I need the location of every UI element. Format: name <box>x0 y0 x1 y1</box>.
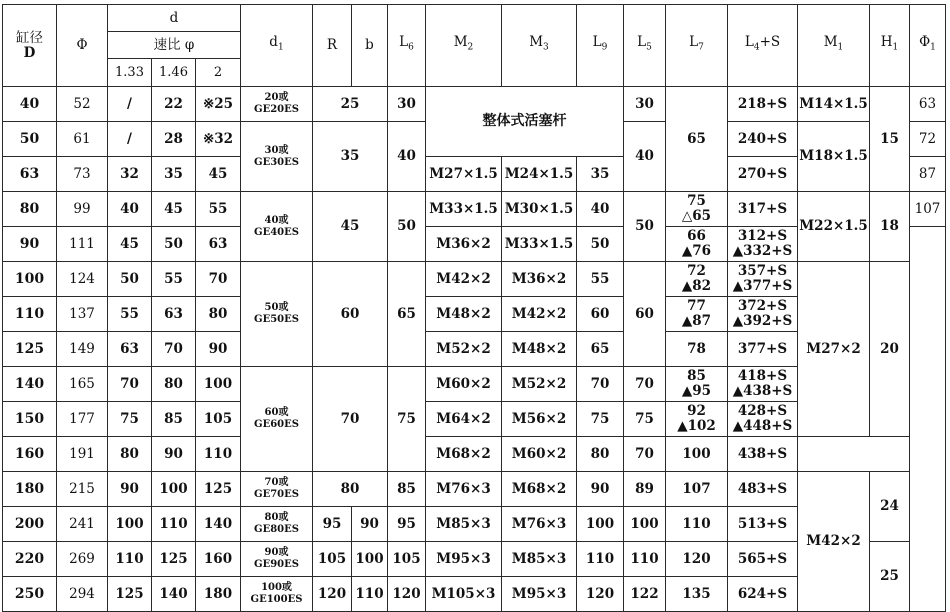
bore-cell: 80 <box>3 192 57 227</box>
m1-cell: M42×2 <box>798 472 870 612</box>
d133-cell: 80 <box>108 437 152 472</box>
header-m3-main: M <box>529 34 544 51</box>
d2-cell: 105 <box>196 402 241 437</box>
d1-line: 80或 <box>264 512 289 523</box>
l7-cell: 110 <box>666 507 728 542</box>
m3-cell: M36×2 <box>502 262 577 297</box>
d2-cell: 45 <box>196 157 241 192</box>
l7-line: 66 <box>687 228 706 244</box>
header-l7 <box>666 5 728 87</box>
l6-cell: 40 <box>388 122 426 192</box>
l7-cell: 120 <box>666 542 728 577</box>
l6-cell: 65 <box>388 262 426 367</box>
l4s-cell: 377+S <box>728 332 798 367</box>
d146-cell: 90 <box>152 437 196 472</box>
l5-cell: 30 <box>624 87 666 122</box>
m1-cell: M27×2 <box>798 262 870 437</box>
header-m3-sub: 3 <box>543 42 549 53</box>
l9-cell: 120 <box>577 577 624 612</box>
l4s-line: 428+S <box>737 403 788 419</box>
l5-cell: 50 <box>624 192 666 262</box>
header-d: d <box>108 5 241 32</box>
phi1-cell: 87 <box>910 157 946 192</box>
m2-cell: M64×2 <box>426 402 502 437</box>
l4s-cell: 240+S <box>728 122 798 157</box>
m3-cell: M24×1.5 <box>502 157 577 192</box>
header-l9-main: L <box>592 34 602 51</box>
l4s-line: ▲377+S <box>732 278 793 294</box>
r-cell: 70 <box>313 367 388 472</box>
d133-cell: 110 <box>108 542 152 577</box>
header-speed-ratio: 速比 φ <box>108 32 241 59</box>
d146-cell: 50 <box>152 227 196 262</box>
l7-cell <box>666 262 728 297</box>
l9-cell: 40 <box>577 192 624 227</box>
l9-cell: 70 <box>577 367 624 402</box>
l7-cell: 65 <box>666 87 728 192</box>
l4s-line: 312+S <box>737 228 788 244</box>
d1-line: GE60ES <box>254 419 299 430</box>
m3-cell: M85×3 <box>502 542 577 577</box>
d1-cell <box>241 542 313 577</box>
m3-cell: M48×2 <box>502 332 577 367</box>
bore-cell: 200 <box>3 507 57 542</box>
header-l4s-suffix: +S <box>759 34 781 51</box>
m2-cell: M27×1.5 <box>426 157 502 192</box>
h1-cell: 18 <box>870 192 910 262</box>
m2-cell: M105×3 <box>426 577 502 612</box>
d1-line: 60或 <box>264 407 289 418</box>
l4s-cell: 317+S <box>728 192 798 227</box>
bore-cell: 160 <box>3 437 57 472</box>
phi-cell: 191 <box>57 437 108 472</box>
header-b: b <box>352 5 388 87</box>
d1-cell <box>241 367 313 472</box>
l4s-cell: 270+S <box>728 157 798 192</box>
d1-line: GE80ES <box>254 524 299 535</box>
m3-cell: M95×3 <box>502 577 577 612</box>
l9-cell: 50 <box>577 227 624 262</box>
r-cell: 80 <box>313 472 388 507</box>
header-d1-sub: 1 <box>277 42 284 53</box>
h1-cell: 24 <box>870 472 910 542</box>
m3-cell: M76×3 <box>502 507 577 542</box>
d1-line: 70或 <box>264 477 289 488</box>
l4s-cell <box>728 262 798 297</box>
d146-cell: 100 <box>152 472 196 507</box>
l5-cell: 40 <box>624 122 666 192</box>
header-ratio-146: 1.46 <box>152 59 196 87</box>
phi1-cell: 63 <box>910 87 946 122</box>
bore-cell: 40 <box>3 87 57 122</box>
l5-cell: 110 <box>624 542 666 577</box>
l7-line: 77 <box>687 298 706 314</box>
d1-cell <box>241 262 313 367</box>
header-m2-sub: 2 <box>467 42 474 53</box>
phi-cell: 177 <box>57 402 108 437</box>
l4s-line: ▲392+S <box>732 313 793 329</box>
m2-cell: M48×2 <box>426 297 502 332</box>
l7-line: ▲95 <box>681 383 712 399</box>
d1-line: 100或 <box>261 582 292 593</box>
l9-cell: 110 <box>577 542 624 577</box>
header-ratio-133: 1.33 <box>108 59 152 87</box>
l7-cell <box>666 227 728 262</box>
header-m3 <box>502 5 577 87</box>
m1-cell: M14×1.5 <box>798 87 870 122</box>
phi-cell: 215 <box>57 472 108 507</box>
d1-line: 30或 <box>264 144 289 156</box>
l9-cell: 35 <box>577 157 624 192</box>
d1-line: GE90ES <box>254 559 299 570</box>
m3-cell: M30×1.5 <box>502 192 577 227</box>
d2-cell: 70 <box>196 262 241 297</box>
phi-cell: 52 <box>57 87 108 122</box>
bore-cell: 100 <box>3 262 57 297</box>
l7-cell: 78 <box>666 332 728 367</box>
table-row <box>3 192 946 227</box>
phi-cell: 165 <box>57 367 108 402</box>
bore-cell: 125 <box>3 332 57 367</box>
table-row <box>3 437 946 472</box>
phi-cell: 111 <box>57 227 108 262</box>
l4s-line: ▲332+S <box>732 243 793 259</box>
d2-cell: 80 <box>196 297 241 332</box>
r-cell: 105 <box>313 542 352 577</box>
m2-cell: M95×3 <box>426 542 502 577</box>
phi-cell: 269 <box>57 542 108 577</box>
table-row <box>3 472 946 507</box>
l4s-cell: 438+S <box>728 437 798 472</box>
header-l7-sub: 7 <box>698 42 704 53</box>
l6-cell: 30 <box>388 87 426 122</box>
l7-cell: 100 <box>666 437 728 472</box>
h1-cell: 20 <box>870 262 910 437</box>
r-cell: 95 <box>313 507 352 542</box>
d146-cell: 28 <box>152 122 196 157</box>
phi-cell: 294 <box>57 577 108 612</box>
header-bore-label: 缸径 <box>16 29 43 46</box>
l7-cell: 135 <box>666 577 728 612</box>
d133-cell: 90 <box>108 472 152 507</box>
d1-line: GE40ES <box>254 226 299 238</box>
r-cell: 120 <box>313 577 352 612</box>
l9-cell: 90 <box>577 472 624 507</box>
l7-line: ▲102 <box>677 418 716 434</box>
d133-cell: / <box>108 87 152 122</box>
l4s-cell: 218+S <box>728 87 798 122</box>
header-m2 <box>426 5 502 87</box>
phi-cell: 137 <box>57 297 108 332</box>
d133-cell: 40 <box>108 192 152 227</box>
phi-cell: 149 <box>57 332 108 367</box>
d2-cell: ※25 <box>196 87 241 122</box>
m3-cell: M56×2 <box>502 402 577 437</box>
l4s-line: ▲448+S <box>732 418 793 434</box>
m2-cell: M52×2 <box>426 332 502 367</box>
l9-cell: 75 <box>577 402 624 437</box>
r-cell: 60 <box>313 262 388 367</box>
m3-cell: M68×2 <box>502 472 577 507</box>
m3-cell: M33×1.5 <box>502 227 577 262</box>
table-row <box>3 262 946 297</box>
phi-cell: 73 <box>57 157 108 192</box>
l6-cell: 85 <box>388 472 426 507</box>
header-d1-main: d <box>269 34 278 51</box>
d2-cell: 63 <box>196 227 241 262</box>
header-l6-sub: 6 <box>408 42 414 53</box>
l7-line: ▲82 <box>681 278 712 294</box>
b-cell: 100 <box>352 542 388 577</box>
m2-cell: M76×3 <box>426 472 502 507</box>
l4s-cell: 624+S <box>728 577 798 612</box>
d1-cell <box>241 87 313 122</box>
m2-cell: M68×2 <box>426 437 502 472</box>
d1-line: 50或 <box>264 302 289 313</box>
l5-cell: 70 <box>624 437 666 472</box>
d1-line: 40或 <box>264 214 289 226</box>
header-m1-sub: 1 <box>837 42 844 53</box>
bore-cell: 220 <box>3 542 57 577</box>
m3-cell: M42×2 <box>502 297 577 332</box>
l6-cell: 105 <box>388 542 426 577</box>
r-cell: 35 <box>313 122 388 192</box>
l9-cell: 65 <box>577 332 624 367</box>
m2-cell: M36×2 <box>426 227 502 262</box>
header-l5-sub: 5 <box>646 42 652 53</box>
l9-cell: 80 <box>577 437 624 472</box>
header-ratio-2: 2 <box>196 59 241 87</box>
b-cell: 110 <box>352 577 388 612</box>
d146-cell: 110 <box>152 507 196 542</box>
header-l5 <box>624 5 666 87</box>
d1-line: GE30ES <box>254 156 299 168</box>
l7-cell: 107 <box>666 472 728 507</box>
l9-cell: 60 <box>577 297 624 332</box>
d146-cell: 35 <box>152 157 196 192</box>
l9-cell: 100 <box>577 507 624 542</box>
d1-cell <box>241 577 313 612</box>
l4s-cell <box>728 402 798 437</box>
d2-cell: 100 <box>196 367 241 402</box>
l4s-cell: 565+S <box>728 542 798 577</box>
header-l4s-sub: 4 <box>753 42 760 53</box>
d146-cell: 63 <box>152 297 196 332</box>
header-bore <box>3 5 57 87</box>
d2-cell: 160 <box>196 542 241 577</box>
l7-cell <box>666 192 728 227</box>
header-m1-main: M <box>823 34 838 51</box>
m2-cell: M85×3 <box>426 507 502 542</box>
d1-line: GE70ES <box>254 489 299 500</box>
d133-cell: 32 <box>108 157 152 192</box>
l4s-cell: 483+S <box>728 472 798 507</box>
b-cell: 90 <box>352 507 388 542</box>
header-l5-main: L <box>637 34 647 51</box>
header-l9-sub: 9 <box>601 42 608 53</box>
l5-cell: 75 <box>624 402 666 437</box>
d146-cell: 70 <box>152 332 196 367</box>
h1-cell: 25 <box>870 542 910 612</box>
header-phi: Φ <box>57 5 108 87</box>
d2-cell: ※32 <box>196 122 241 157</box>
d1-line: 90或 <box>264 547 289 558</box>
d2-cell: 125 <box>196 472 241 507</box>
header-l4s <box>728 5 798 87</box>
phi-cell: 124 <box>57 262 108 297</box>
m1-cell: M18×1.5 <box>798 122 870 192</box>
table-row <box>3 87 946 122</box>
header-bore-symbol: D <box>23 44 36 61</box>
header-phi1-main: Φ <box>919 34 931 51</box>
phi-cell: 99 <box>57 192 108 227</box>
header-phi1-sub: 1 <box>930 42 936 53</box>
header-h1-main: H <box>880 34 893 51</box>
l7-line: 85 <box>687 368 706 384</box>
d133-cell: 100 <box>108 507 152 542</box>
m2-cell: M42×2 <box>426 262 502 297</box>
l7-line: ▲76 <box>681 243 712 259</box>
l4s-line: 357+S <box>737 263 788 279</box>
header-h1 <box>870 5 910 87</box>
phi1-empty-cell <box>910 227 946 612</box>
h1-cell: 15 <box>870 87 910 192</box>
header-phi1 <box>910 5 946 87</box>
d146-cell: 45 <box>152 192 196 227</box>
l5-cell: 70 <box>624 367 666 402</box>
d1-cell <box>241 472 313 507</box>
l4s-cell: 513+S <box>728 507 798 542</box>
d133-cell: / <box>108 122 152 157</box>
header-l9 <box>577 5 624 87</box>
m1-cell: M22×1.5 <box>798 192 870 262</box>
l6-cell: 120 <box>388 577 426 612</box>
l7-line: 92 <box>687 403 706 419</box>
phi-cell: 61 <box>57 122 108 157</box>
m3-cell: M52×2 <box>502 367 577 402</box>
m2-cell: M60×2 <box>426 367 502 402</box>
phi-cell: 241 <box>57 507 108 542</box>
d146-cell: 55 <box>152 262 196 297</box>
bore-cell: 250 <box>3 577 57 612</box>
m2-cell: M33×1.5 <box>426 192 502 227</box>
cylinder-dimension-table <box>2 4 946 612</box>
header-l7-main: L <box>689 34 699 51</box>
d2-cell: 110 <box>196 437 241 472</box>
bore-cell: 180 <box>3 472 57 507</box>
l7-cell <box>666 367 728 402</box>
bore-cell: 150 <box>3 402 57 437</box>
header-m1 <box>798 5 870 87</box>
integral-piston-cell: 整体式活塞杆 <box>426 87 624 157</box>
bore-cell: 110 <box>3 297 57 332</box>
l6-cell: 50 <box>388 192 426 262</box>
d1-cell <box>241 507 313 542</box>
d146-cell: 140 <box>152 577 196 612</box>
phi1-cell: 107 <box>910 192 946 227</box>
header-m2-main: M <box>453 34 468 51</box>
bore-cell: 63 <box>3 157 57 192</box>
header-d1 <box>241 5 313 87</box>
l7-line: 75 <box>687 193 706 209</box>
d146-cell: 85 <box>152 402 196 437</box>
bore-cell: 50 <box>3 122 57 157</box>
l4s-cell <box>728 227 798 262</box>
phi1-cell: 72 <box>910 122 946 157</box>
d133-cell: 50 <box>108 262 152 297</box>
r-cell: 45 <box>313 192 388 262</box>
l5-cell: 89 <box>624 472 666 507</box>
d1-cell <box>241 192 313 262</box>
d146-cell: 80 <box>152 367 196 402</box>
l7-cell <box>666 402 728 437</box>
header-r: R <box>313 5 352 87</box>
l4s-line: 418+S <box>737 368 788 384</box>
l6-cell: 95 <box>388 507 426 542</box>
l6-cell: 75 <box>388 367 426 472</box>
d133-cell: 75 <box>108 402 152 437</box>
d133-cell: 70 <box>108 367 152 402</box>
d133-cell: 45 <box>108 227 152 262</box>
l9-cell: 55 <box>577 262 624 297</box>
bore-cell: 90 <box>3 227 57 262</box>
l7-line: △65 <box>681 208 712 224</box>
r-cell: 25 <box>313 87 388 122</box>
d146-cell: 22 <box>152 87 196 122</box>
header-l4s-main: L <box>744 34 754 51</box>
d133-cell: 125 <box>108 577 152 612</box>
l4s-cell <box>728 297 798 332</box>
d2-cell: 140 <box>196 507 241 542</box>
l4s-line: ▲438+S <box>732 383 793 399</box>
d146-cell: 125 <box>152 542 196 577</box>
d2-cell: 180 <box>196 577 241 612</box>
m3-cell: M60×2 <box>502 437 577 472</box>
l4s-cell <box>728 367 798 402</box>
l7-line: ▲87 <box>681 313 712 329</box>
d1-line: 20或 <box>264 92 289 103</box>
header-l6 <box>388 5 426 87</box>
l7-line: 72 <box>687 263 706 279</box>
l4s-line: 372+S <box>737 298 788 314</box>
d133-cell: 55 <box>108 297 152 332</box>
header-h1-sub: 1 <box>892 42 899 53</box>
d1-line: GE100ES <box>250 594 303 605</box>
d1-line: GE50ES <box>254 314 299 325</box>
l5-cell: 60 <box>624 262 666 367</box>
d2-cell: 90 <box>196 332 241 367</box>
l7-cell <box>666 297 728 332</box>
header-l6-main: L <box>399 34 409 51</box>
d2-cell: 55 <box>196 192 241 227</box>
d1-cell <box>241 122 313 192</box>
d133-cell: 63 <box>108 332 152 367</box>
bore-cell: 140 <box>3 367 57 402</box>
l5-cell: 122 <box>624 577 666 612</box>
l5-cell: 100 <box>624 507 666 542</box>
d1-line: GE20ES <box>254 104 299 115</box>
